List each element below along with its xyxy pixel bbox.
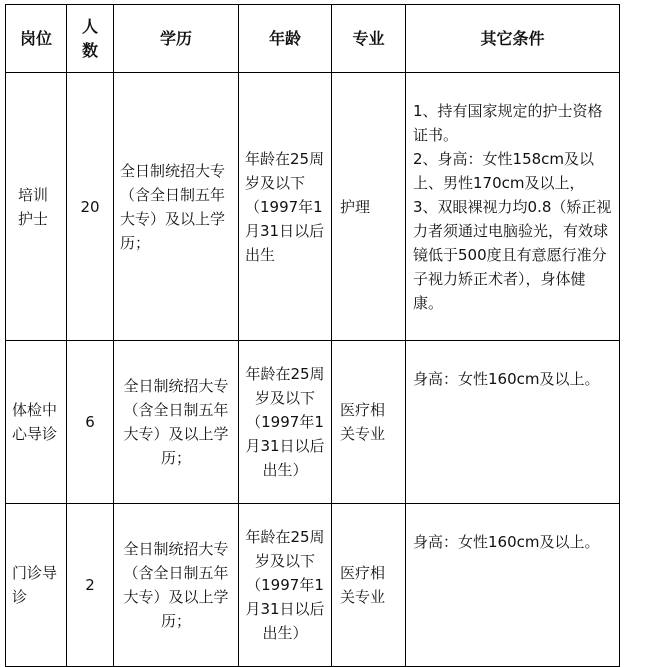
cell-other: 1、持有国家规定的护士资格证书。 2、身高：女性158cm及以上、男性170cm及以上， 3、双眼裸视力均0.8（矫正视力者须通过电脑验光，有效球镜低于500度且有意愿行准分子视力矫正术者），身体健康。 — [406, 73, 620, 341]
recruitment-table — [5, 4, 620, 667]
table-row — [6, 341, 620, 504]
cell-post: 门诊导诊 — [6, 504, 67, 667]
cell-age: 年龄在25周岁及以下（1997年1月31日以后出生 — [239, 73, 332, 341]
header-age: 年龄 — [239, 5, 332, 73]
cell-major: 护理 — [332, 73, 406, 341]
cell-education: 全日制统招大专（含全日制五年大专）及以上学历； — [114, 504, 239, 667]
cell-other: 身高：女性160cm及以上。 — [406, 341, 620, 504]
header-post: 岗位 — [6, 5, 67, 73]
cell-other: 身高：女性160cm及以上。 — [406, 504, 620, 667]
table-row — [6, 73, 620, 341]
table-row — [6, 504, 620, 667]
cell-age: 年龄在25周岁及以下（1997年1月31日以后出生） — [239, 504, 332, 667]
cell-age: 年龄在25周岁及以下（1997年1月31日以后出生） — [239, 341, 332, 504]
cell-post: 体检中心导诊 — [6, 341, 67, 504]
cell-education: 全日制统招大专（含全日制五年大专）及以上学历； — [114, 73, 239, 341]
header-count: 人数 — [67, 5, 114, 73]
cell-post: 培训护士 — [6, 73, 67, 341]
header-other: 其它条件 — [406, 5, 620, 73]
cell-major: 医疗相关专业 — [332, 341, 406, 504]
header-education: 学历 — [114, 5, 239, 73]
cell-count: 20 — [67, 73, 114, 341]
header-row — [6, 5, 620, 73]
cell-count: 6 — [67, 341, 114, 504]
cell-major: 医疗相关专业 — [332, 504, 406, 667]
cell-education: 全日制统招大专（含全日制五年大专）及以上学历； — [114, 341, 239, 504]
header-major: 专业 — [332, 5, 406, 73]
cell-count: 2 — [67, 504, 114, 667]
